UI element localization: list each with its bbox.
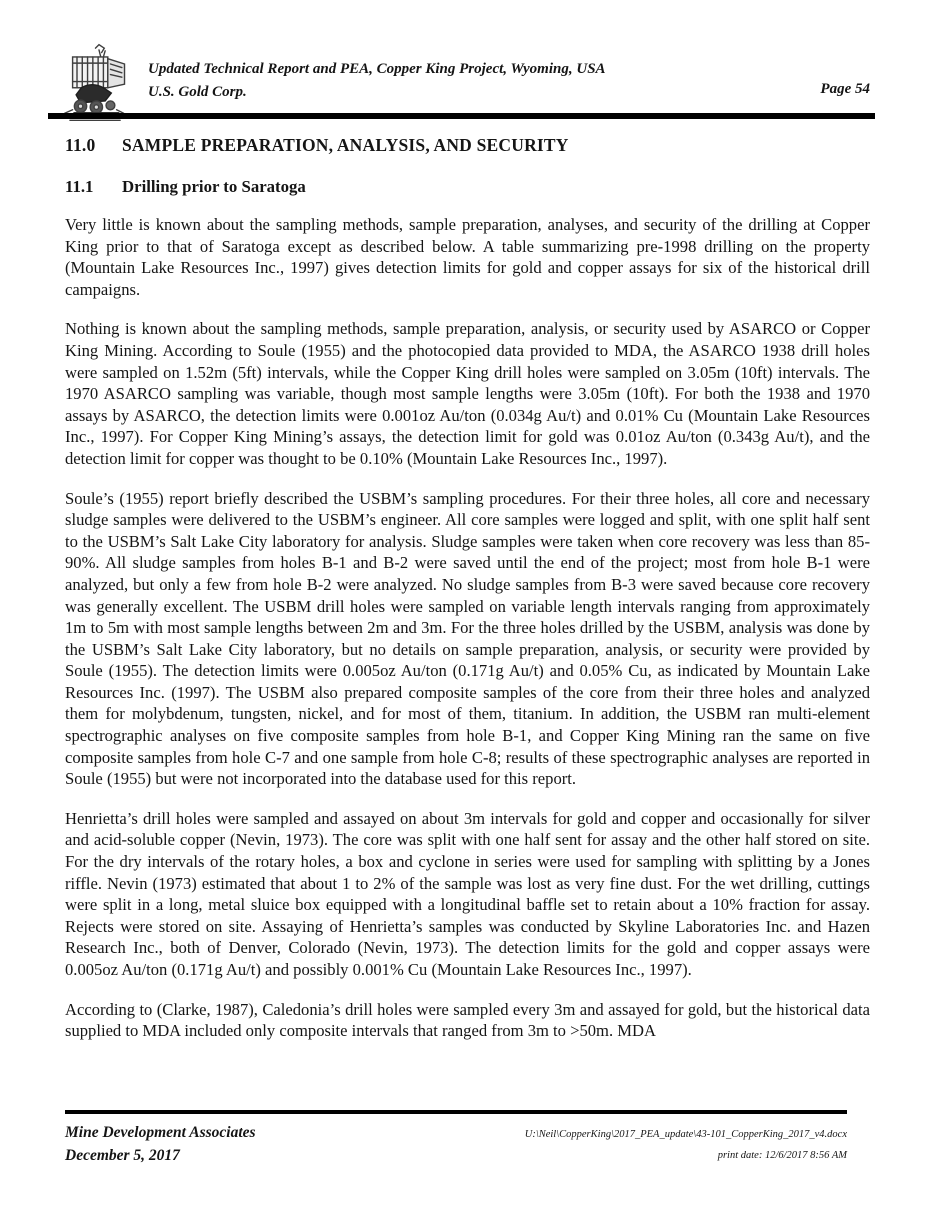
section-heading [65,135,870,156]
report-header [65,0,870,120]
page-number: Page 54 [820,81,870,97]
body-text [65,214,870,1042]
footer-rule [65,1110,847,1114]
header-titles [148,58,606,104]
footer-row [65,1121,847,1167]
section-title: SAMPLE PREPARATION, ANALYSIS, AND SECURITY [122,135,569,155]
footer-date: December 5, 2017 [65,1147,180,1164]
section-number: 11.0 [65,135,96,155]
footer-file-path: U:\Neil\CopperKing\2017_PEA_update\43-101_CopperKing_2017_v4.docx [524,1129,847,1140]
footer-right [525,1121,847,1167]
paragraph: Soule’s (1955) report briefly described the USBM’s sampling procedures. For their three holes, all core and necessary sludge samples were delivered to the USBM’s engineer. All core samples were logged and split, with one split half sent to the USBM’s Salt Lake City laboratory for analysis. Sludge samples were taken when core recovery was less than 85-90%. All sludge samples from holes B-1 and B-2 were saved until the end of the project; most from hole B-1 were analyzed, but only a few from hole B-2 were analyzed. No sludge samples from B-3 were saved because core recovery was generally excellent. The USBM drill holes were sampled on variable length intervals ranging from approximately 1m to 5m with most sample lengths between 2m and 3m. For the three holes drilled by the USBM, analysis was done by the USBM’s Salt Lake City laboratory, but no details on sample preparation, analysis, or security were provided by Soule (1955). The detection limits were 0.005oz Au/ton (0.171g Au/t) and 0.05% Cu, as indicated by Mountain Lake Resources Inc. (1997). The USBM also prepared composite samples of the core from their three holes and analyzed them for molybdenum, tungsten, nickel, and for most of them, titanium. In addition, the USBM ran multi-element spectrographic analyses on five composite samples from hole B-1, and Copper King Mining ran the same on five composite samples from hole C-7 and one sample from hole C-8; results of these spectrographic analyses are reported in Soule (1955) but were not incorporated into the database used for this report. [65,488,870,789]
header-rule [48,113,875,119]
paragraph: Very little is known about the sampling methods, sample preparation, analyses, and security of the drilling at Copper King prior to that of Saratoga except as described below. A table summarizing pre-1998 drilling on the property (Mountain Lake Resources Inc., 1997) gives detection limits for gold and copper assays for six of the historical drill campaigns. [65,215,870,299]
subsection-heading [65,177,870,197]
report-company: U.S. Gold Corp. [148,84,247,100]
report-title: Updated Technical Report and PEA, Copper King Project, Wyoming, USA [148,61,606,77]
subsection-title: Drilling prior to Saratoga [122,177,306,196]
paragraph: Nothing is known about the sampling methods, sample preparation, analysis, or security used by ASARCO or Copper King Mining. According to Soule (1955) and the photocopied data provided to MDA, the ASARCO 1938 drill holes were sampled on 1.52m (5ft) intervals, while the Copper King drill holes were sampled on 3.05m (10ft) intervals. The 1970 ASARCO sampling was variable, though most sample lengths were 3.05m (10ft). For both the 1938 and 1970 assays by ASARCO, the detection limits were 0.001oz Au/ton (0.034g Au/t) and 0.01% Cu (Mountain Lake Resources Inc., 1997). For Copper King Mining’s assays, the detection limit for gold was 0.01oz Au/ton (0.343g Au/t), and the detection limit for copper was thought to be 0.10% (Mountain Lake Resources Inc., 1997). [65,319,870,468]
footer-left [65,1121,256,1167]
paragraph: According to (Clarke, 1987), Caledonia’s drill holes were sampled every 3m and assayed for gold, but the historical data supplied to MDA included only composite intervals that ranged from 3m to >50m. MDA [65,999,870,1041]
paragraph: Henrietta’s drill holes were sampled and assayed on about 3m intervals for gold and copper and occasionally for silver and acid-soluble copper (Nevin, 1973). The core was split with one half sent for assay and the other half stored on site. For the dry intervals of the rotary holes, a box and cyclone in series were used for sampling with splitting by a Jones riffle. Nevin (1973) estimated that about 1 to 2% of the sample was lost as very fine dust. For the wet drilling, cuttings were split in a long, metal sluice box equipped with a longitudinal baffle set to retain about a 10% fraction for assay. Rejects were stored on site. Assaying of Henrietta’s samples was conducted by Skyline Laboratories Inc. and Hazen Research Inc., both of Denver, Colorado (Nevin, 1973). The detection limits for the gold and copper assays were 0.005oz Au/ton (0.171g Au/t) and possibly 0.001% Cu (Mountain Lake Resources Inc., 1997). [65,808,870,979]
page-footer [65,1110,847,1167]
footer-print-date: print date: 12/6/2017 8:56 AM [717,1150,847,1161]
footer-company: Mine Development Associates [65,1124,256,1141]
subsection-number: 11.1 [65,177,94,196]
